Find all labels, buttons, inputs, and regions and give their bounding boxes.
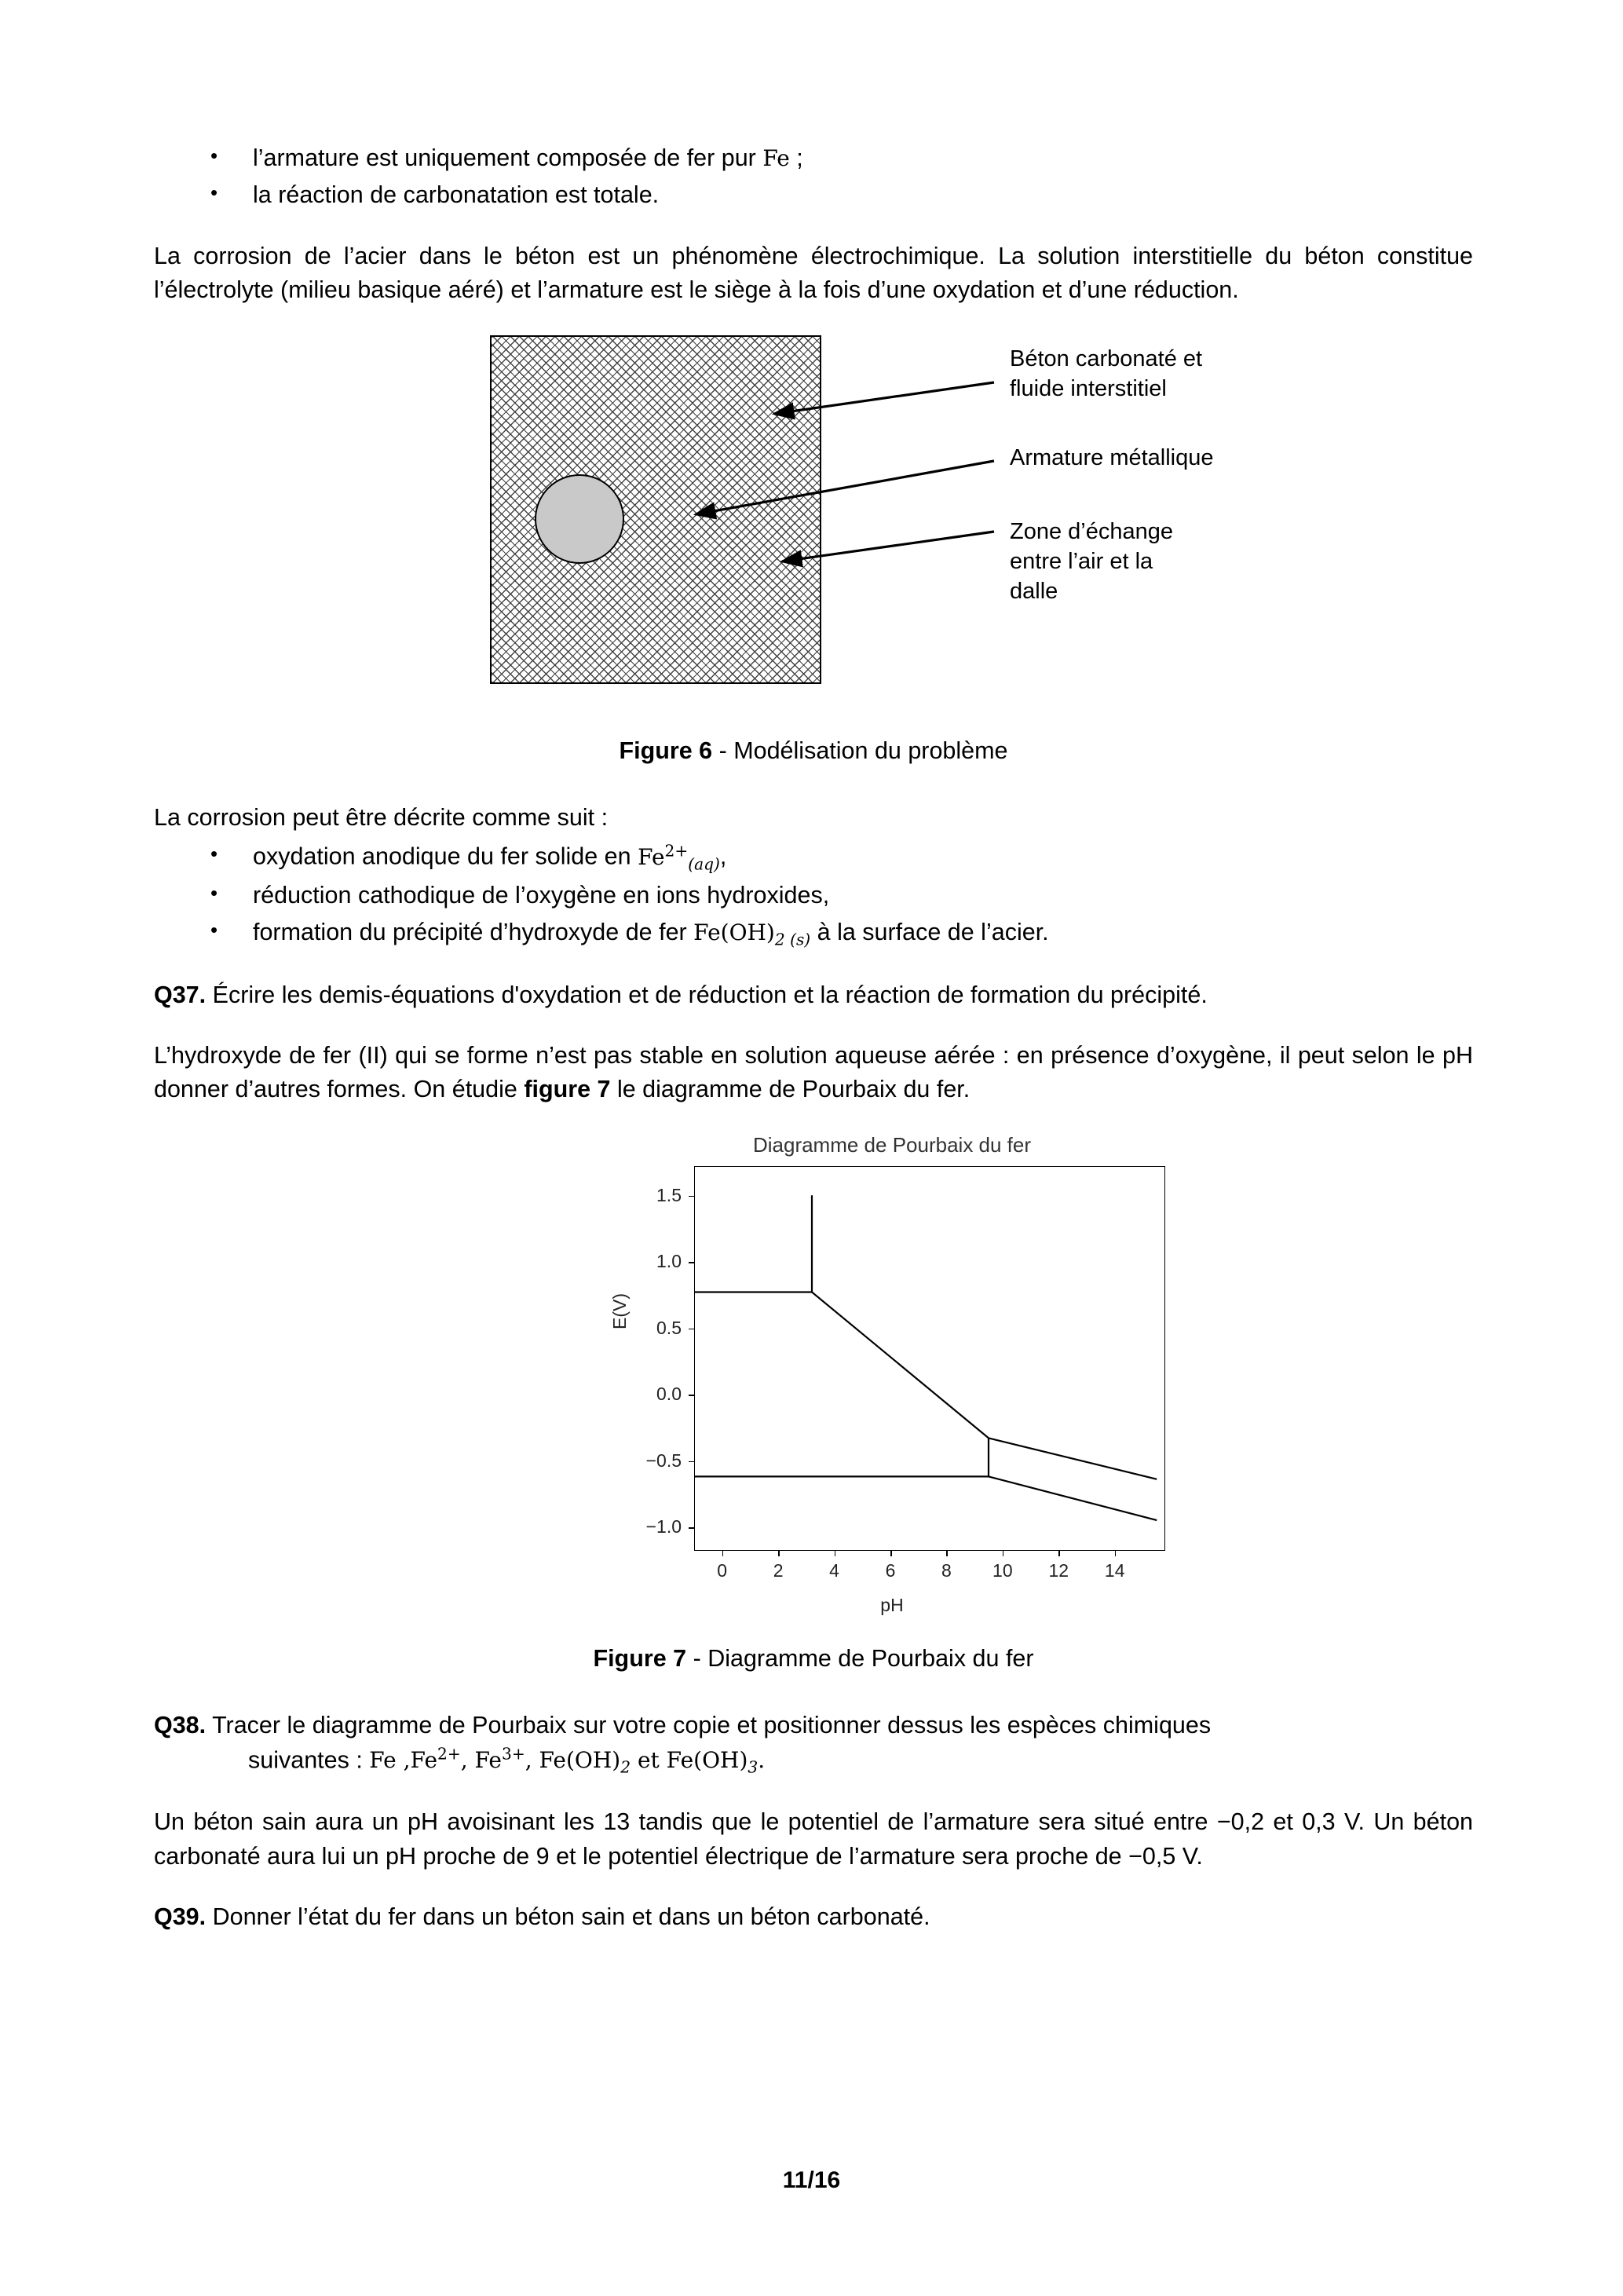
chart-xtick: 12 xyxy=(1048,1560,1069,1581)
subscript: (aq) xyxy=(688,854,720,874)
question-q39 xyxy=(154,1900,1473,1934)
chart-xtick-mark xyxy=(890,1551,892,1556)
figure-7 xyxy=(154,1133,1473,1636)
q39-label: Q39. xyxy=(154,1903,207,1930)
chart-xtick-mark xyxy=(1058,1551,1060,1556)
formula-fe2plus: $Fe^{2+}_{(aq)}$ xyxy=(638,841,720,874)
formula-fe-oh-2: $Fe(OH)_{2 (s)}$ xyxy=(693,919,811,949)
beton-paragraph: Un béton sain aura un pH avoisinant les 13 tandis que le potentiel de l’armature sera situé entre −0,2 et 0,3 V. Un béton carbonaté aura lui un pH proche de 9 et le potentiel électrique de l’armature sera proche de −0,5 V. xyxy=(154,1808,1473,1870)
pourbaix-paragraph xyxy=(154,1039,1473,1107)
chart-xtick: 0 xyxy=(717,1560,728,1581)
page-number: 11/16 xyxy=(782,2167,841,2193)
chart-xtick: 10 xyxy=(992,1560,1013,1581)
top-bullet-list xyxy=(154,141,1473,213)
corrosion-intro: La corrosion peut être décrite comme suit : xyxy=(154,804,609,832)
chart-ytick: 0.5 xyxy=(656,1317,682,1338)
q38-line1: Tracer le diagramme de Pourbaix sur votre copie et positionner dessus les espèces chimiques xyxy=(212,1712,1212,1739)
label-line: fluide interstitiel xyxy=(1010,375,1167,401)
chart-ytick: 1.5 xyxy=(656,1184,682,1205)
chart-ylabel: E(V) xyxy=(609,1293,630,1330)
bullet-text-1: l’armature est uniquement composée de fer pur xyxy=(253,144,763,171)
subscript: 2 (s) xyxy=(774,930,811,949)
figure-7-caption-label: Figure 7 xyxy=(593,1645,687,1673)
label-line: entre l’air et la xyxy=(1010,548,1153,574)
pourbaix-text-post: le diagramme de Pourbaix du fer. xyxy=(610,1076,971,1103)
chart-ytick-mark xyxy=(689,1329,694,1330)
question-q38 xyxy=(154,1709,1473,1779)
chart-xtick-mark xyxy=(778,1551,780,1556)
list-item xyxy=(154,916,1473,951)
bullet-text-post: , xyxy=(719,843,727,870)
chart-lines xyxy=(539,1133,1245,1620)
label-beton-carbonate xyxy=(1010,345,1202,404)
label-line: Zone d’échange xyxy=(1010,519,1173,545)
chart-series xyxy=(812,1292,989,1439)
question-q37 xyxy=(154,978,1473,1012)
chart-ytick-mark xyxy=(689,1395,694,1396)
pourbaix-chart xyxy=(539,1133,1245,1620)
q37-label: Q37. xyxy=(154,981,207,1008)
label-line: Armature métallique xyxy=(1010,445,1214,471)
rebar-circle xyxy=(535,474,624,564)
chart-ytick-mark xyxy=(689,1527,694,1529)
label-line: Béton carbonaté et xyxy=(1010,346,1203,372)
q38-line2 xyxy=(154,1743,1473,1779)
chart-xlabel: pH xyxy=(880,1595,904,1616)
chart-ytick-mark xyxy=(689,1262,694,1263)
bullet-text: réduction cathodique de l’oxygène en ions hydroxides, xyxy=(253,882,830,909)
intro-paragraph: La corrosion de l’acier dans le béton est un phénomène électrochimique. La solution interstitielle du béton constitue l’électrolyte (milieu basique aéré) et l’armature est le siège à la fois d’une oxydation et d’une réduction. xyxy=(154,242,1473,303)
q38-label: Q38. xyxy=(154,1712,207,1739)
figure-6 xyxy=(154,335,1473,728)
label-line: dalle xyxy=(1010,578,1058,604)
chart-xtick-mark xyxy=(1003,1551,1004,1556)
chart-xtick: 14 xyxy=(1104,1560,1125,1581)
chart-ytick: −1.0 xyxy=(645,1515,682,1537)
bullet-text-1-end: ; xyxy=(789,144,803,171)
chart-xtick: 4 xyxy=(829,1560,839,1581)
bullet-text-post: à la surface de l’acier. xyxy=(810,919,1049,946)
chart-xtick: 6 xyxy=(885,1560,896,1581)
chart-title: Diagramme de Pourbaix du fer xyxy=(752,1133,1032,1157)
list-item xyxy=(154,879,1473,912)
chart-xtick-mark xyxy=(722,1551,724,1556)
label-armature-metallique xyxy=(1010,444,1214,473)
figure-6-caption-label: Figure 6 xyxy=(619,737,713,765)
q38-line2-pre: suivantes : xyxy=(248,1746,370,1774)
chart-xtick: 2 xyxy=(773,1560,784,1581)
pourbaix-figure-ref: figure 7 xyxy=(524,1076,611,1103)
superscript: 2+ xyxy=(664,841,689,861)
chart-ytick-mark xyxy=(689,1196,694,1197)
formula-fe: Fe xyxy=(762,145,790,171)
q38-species-list: Fe $,Fe^{2+}$, $Fe^{3+}$, $Fe(OH)_2$ et $Fe(OH)_3$. xyxy=(369,1744,766,1777)
list-item xyxy=(154,141,1473,175)
list-item xyxy=(154,178,1473,212)
bullet-text-pre: formation du précipité d’hydroxyde de fer xyxy=(253,919,694,946)
page-content xyxy=(154,141,1473,1961)
q37-text: Écrire les demis-équations d'oxydation et de réduction et la réaction de formation du précipité. xyxy=(212,981,1208,1008)
figure-7-caption-text: - Diagramme de Pourbaix du fer xyxy=(686,1645,1034,1673)
chart-ytick: 1.0 xyxy=(656,1251,682,1272)
chart-ytick: 0.0 xyxy=(656,1384,682,1405)
chart-xtick-mark xyxy=(835,1551,836,1556)
chart-xtick: 8 xyxy=(941,1560,952,1581)
bullet-text-2: la réaction de carbonatation est totale. xyxy=(253,181,660,209)
figure-6-caption-text: - Modélisation du problème xyxy=(712,737,1008,765)
pourbaix-text-pre: L’hydroxyde de fer (II) qui se forme n’est pas stable en solution aqueuse aérée : en présence d’oxygène, il peut selon le pH donner d’autres formes. On étudie xyxy=(154,1041,1473,1103)
concrete-block-hatched xyxy=(490,335,821,684)
chart-ytick-mark xyxy=(689,1461,694,1463)
q39-text: Donner l’état du fer dans un béton sain et dans un béton carbonaté. xyxy=(212,1903,930,1930)
chart-series xyxy=(989,1439,1157,1479)
label-zone-echange xyxy=(1010,517,1173,606)
chart-ytick: −0.5 xyxy=(645,1450,682,1471)
list-item xyxy=(154,839,1473,876)
chart-xtick-mark xyxy=(946,1551,948,1556)
figure-6-caption xyxy=(154,737,1473,765)
figure-7-caption xyxy=(154,1645,1473,1673)
chart-series xyxy=(989,1477,1157,1521)
chart-xtick-mark xyxy=(1115,1551,1117,1556)
bullet-text-pre: oxydation anodique du fer solide en xyxy=(253,843,638,870)
corrosion-bullet-list xyxy=(154,839,1473,951)
